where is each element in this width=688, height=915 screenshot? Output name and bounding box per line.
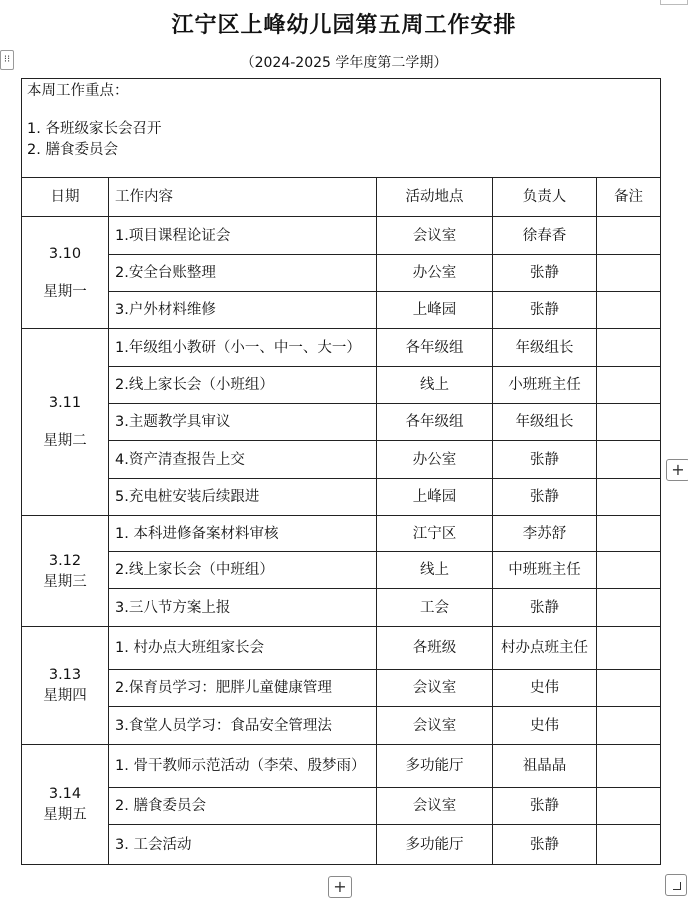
note-cell[interactable] [597, 479, 661, 516]
place-cell[interactable]: 办公室 [377, 255, 493, 292]
owner-cell[interactable]: 史伟 [493, 670, 597, 707]
place-cell[interactable]: 多功能厅 [377, 745, 493, 788]
place-cell[interactable]: 工会 [377, 589, 493, 627]
task-cell[interactable]: 3.户外材料维修 [109, 292, 377, 329]
place-cell[interactable]: 办公室 [377, 441, 493, 479]
place-cell[interactable]: 江宁区 [377, 516, 493, 552]
owner-cell[interactable]: 年级组长 [493, 404, 597, 441]
task-cell[interactable]: 3. 工会活动 [109, 825, 377, 865]
owner-cell[interactable]: 祖晶晶 [493, 745, 597, 788]
table-row [22, 441, 661, 479]
note-cell[interactable] [597, 404, 661, 441]
add-column-button[interactable]: + [666, 459, 688, 481]
owner-cell[interactable]: 中班班主任 [493, 552, 597, 589]
date-value: 3.12 [48, 552, 82, 569]
table-row [22, 516, 661, 552]
note-cell[interactable] [597, 367, 661, 404]
note-cell[interactable] [597, 552, 661, 589]
table-row [22, 367, 661, 404]
owner-cell[interactable]: 小班班主任 [493, 367, 597, 404]
table-row [22, 255, 661, 292]
table-move-handle-icon[interactable]: ⁝⁝ [0, 50, 14, 70]
date-cell-day2[interactable] [22, 329, 109, 516]
owner-cell[interactable]: 张静 [493, 479, 597, 516]
table-row [22, 479, 661, 516]
focus-cell[interactable] [22, 79, 661, 178]
table-resize-handle-icon[interactable] [665, 874, 687, 896]
task-cell[interactable]: 4.资产清查报告上交 [109, 441, 377, 479]
place-cell[interactable]: 多功能厅 [377, 825, 493, 865]
weekday-label: 星期二 [43, 433, 87, 449]
note-cell[interactable] [597, 788, 661, 825]
task-cell[interactable]: 5.充电桩安装后续跟进 [109, 479, 377, 516]
table-row [22, 217, 661, 255]
task-cell[interactable]: 3.主题教学具审议 [109, 404, 377, 441]
owner-cell[interactable]: 张静 [493, 441, 597, 479]
focus-item: 2. 膳食委员会 [27, 142, 118, 158]
task-cell[interactable]: 3.三八节方案上报 [109, 589, 377, 627]
header-owner[interactable]: 负责人 [493, 178, 597, 217]
date-cell-day5[interactable] [22, 745, 109, 865]
date-cell-day3[interactable] [22, 516, 109, 627]
weekday-label: 星期三 [43, 573, 87, 590]
task-cell[interactable]: 1. 骨干教师示范活动（李荣、殷梦雨） [109, 745, 377, 788]
note-cell[interactable] [597, 707, 661, 745]
owner-cell[interactable]: 李苏舒 [493, 516, 597, 552]
place-cell[interactable]: 各班级 [377, 627, 493, 670]
task-cell[interactable]: 2.保育员学习：肥胖儿童健康管理 [109, 670, 377, 707]
table-row [22, 329, 661, 367]
focus-item: 1. 各班级家长会召开 [27, 121, 162, 137]
table-row [22, 670, 661, 707]
place-cell[interactable]: 线上 [377, 552, 493, 589]
weekday-label: 星期一 [43, 283, 87, 300]
owner-cell[interactable]: 张静 [493, 825, 597, 865]
owner-cell[interactable]: 张静 [493, 788, 597, 825]
note-cell[interactable] [597, 441, 661, 479]
table-row [22, 552, 661, 589]
place-cell[interactable]: 会议室 [377, 217, 493, 255]
note-cell[interactable] [597, 745, 661, 788]
note-cell[interactable] [597, 255, 661, 292]
weekday-label: 星期四 [43, 688, 87, 704]
header-note[interactable]: 备注 [597, 178, 661, 217]
header-task[interactable]: 工作内容 [109, 178, 377, 217]
place-cell[interactable]: 上峰园 [377, 292, 493, 329]
owner-cell[interactable]: 村办点班主任 [493, 627, 597, 670]
focus-row [22, 79, 661, 178]
date-value: 3.14 [48, 786, 82, 802]
task-cell[interactable]: 2.线上家长会（小班组） [109, 367, 377, 404]
task-cell[interactable]: 2.线上家长会（中班组） [109, 552, 377, 589]
date-cell-day4[interactable] [22, 627, 109, 745]
table-row [22, 404, 661, 441]
note-cell[interactable] [597, 627, 661, 670]
page-subtitle: （2024-2025 学年度第二学期） [240, 55, 448, 71]
note-cell[interactable] [597, 825, 661, 865]
page-title: 江宁区上峰幼儿园第五周工作安排 [171, 12, 517, 38]
place-cell[interactable]: 会议室 [377, 670, 493, 707]
schedule-table [21, 78, 661, 865]
task-cell[interactable]: 2. 膳食委员会 [109, 788, 377, 825]
table-row [22, 627, 661, 670]
task-cell[interactable]: 1.项目课程论证会 [109, 217, 377, 255]
table-row [22, 707, 661, 745]
note-cell[interactable] [597, 516, 661, 552]
page-edge-marker [660, 0, 688, 5]
owner-cell[interactable]: 张静 [493, 589, 597, 627]
header-date[interactable]: 日期 [22, 178, 109, 217]
owner-cell[interactable]: 徐春香 [493, 217, 597, 255]
note-cell[interactable] [597, 217, 661, 255]
task-cell[interactable]: 2.安全台账整理 [109, 255, 377, 292]
place-cell[interactable]: 线上 [377, 367, 493, 404]
note-cell[interactable] [597, 329, 661, 367]
date-value: 3.13 [48, 667, 82, 683]
date-value: 3.11 [48, 395, 82, 411]
place-cell[interactable]: 各年级组 [377, 329, 493, 367]
note-cell[interactable] [597, 292, 661, 329]
header-place[interactable]: 活动地点 [377, 178, 493, 217]
place-cell[interactable]: 会议室 [377, 707, 493, 745]
note-cell[interactable] [597, 670, 661, 707]
task-cell[interactable]: 1. 本科进修备案材料审核 [109, 516, 377, 552]
table-row [22, 589, 661, 627]
table-row [22, 788, 661, 825]
task-cell[interactable]: 1.年级组小教研（小一、中一、大一） [109, 329, 377, 367]
task-cell[interactable]: 3.食堂人员学习：食品安全管理法 [109, 707, 377, 745]
task-cell[interactable]: 1. 村办点大班组家长会 [109, 627, 377, 670]
table-row [22, 825, 661, 865]
table-row [22, 292, 661, 329]
add-row-button[interactable]: + [328, 876, 352, 898]
header-row [22, 178, 661, 217]
table-row [22, 745, 661, 788]
date-cell-day1[interactable] [22, 217, 109, 329]
place-cell[interactable]: 上峰园 [377, 479, 493, 516]
owner-cell[interactable]: 张静 [493, 255, 597, 292]
owner-cell[interactable]: 史伟 [493, 707, 597, 745]
owner-cell[interactable]: 年级组长 [493, 329, 597, 367]
weekday-label: 星期五 [43, 807, 87, 823]
focus-heading: 本周工作重点： [27, 83, 129, 99]
date-value: 3.10 [48, 245, 82, 262]
owner-cell[interactable]: 张静 [493, 292, 597, 329]
place-cell[interactable]: 各年级组 [377, 404, 493, 441]
place-cell[interactable]: 会议室 [377, 788, 493, 825]
note-cell[interactable] [597, 589, 661, 627]
